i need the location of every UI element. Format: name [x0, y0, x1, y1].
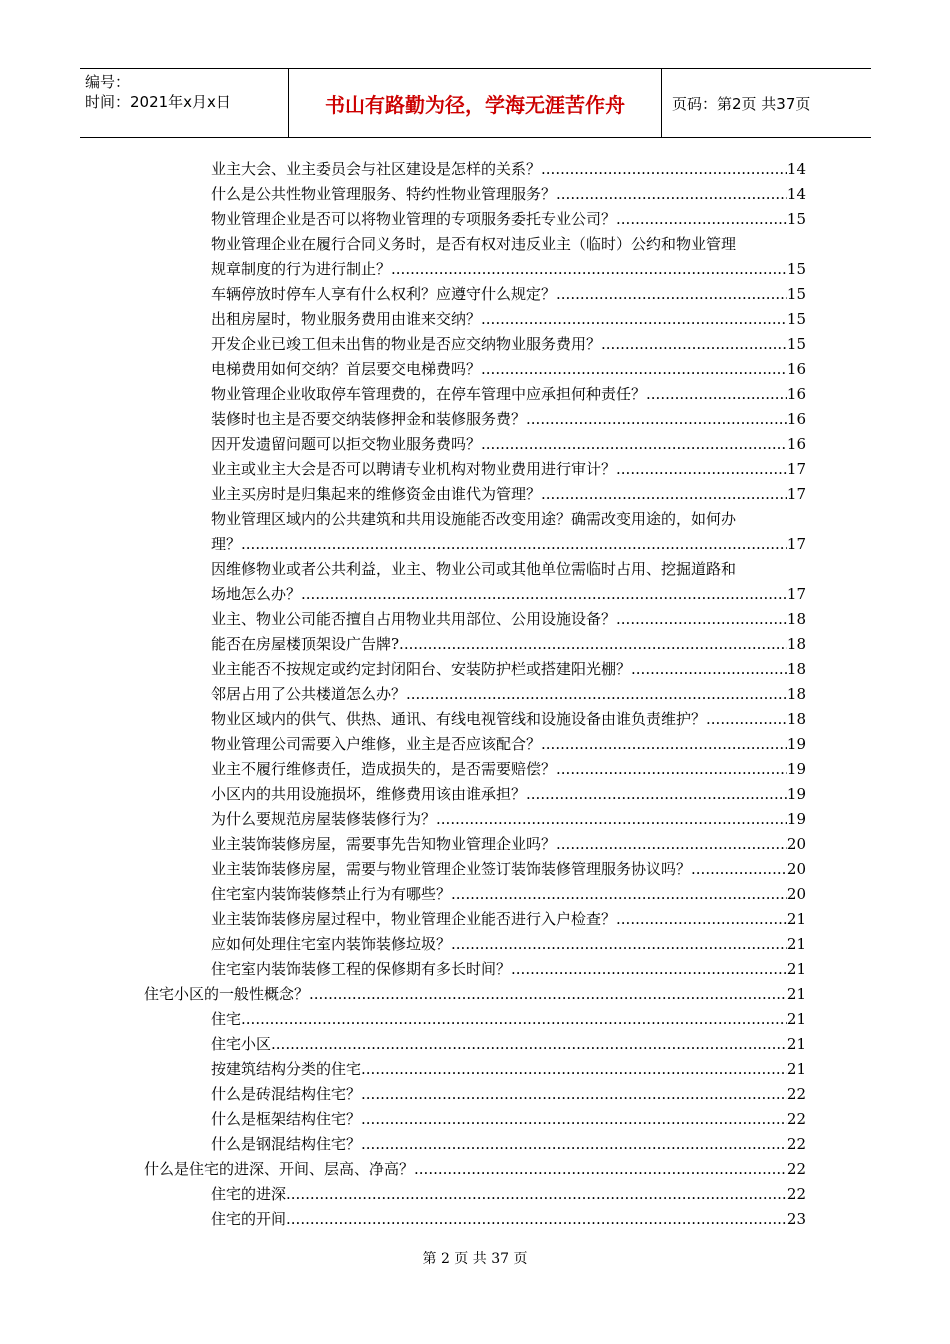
toc-entry-line [211, 1032, 806, 1057]
toc-entry-line [211, 882, 806, 907]
toc-page-number: 21 [786, 985, 806, 1003]
toc-entry-line [211, 832, 806, 857]
toc-page-number: 15 [786, 335, 806, 353]
toc-entry[interactable] [211, 1057, 806, 1082]
toc-page-number: 22 [786, 1085, 806, 1103]
toc-leader-dots [451, 882, 787, 907]
toc-page-number: 18 [786, 660, 806, 678]
toc-leader-dots [616, 457, 787, 482]
toc-entry[interactable] [211, 732, 806, 757]
toc-entry-line [211, 382, 806, 407]
toc-leader-dots [286, 1207, 787, 1232]
toc-entry[interactable] [211, 657, 806, 682]
toc-entry[interactable] [211, 482, 806, 507]
toc-leader-dots [436, 807, 787, 832]
toc-entry-line [211, 607, 806, 632]
toc-entry[interactable] [211, 157, 806, 182]
toc-entry-title: 车辆停放时停车人享有什么权利？应遵守什么规定？ [211, 285, 557, 303]
toc-entry-title: 业主、物业公司能否擅自占用物业共用部位、公用设施设备？ [211, 610, 617, 628]
toc-leader-dots [414, 1157, 787, 1182]
page-header [80, 68, 871, 138]
toc-entry[interactable] [211, 907, 806, 932]
toc-leader-dots [541, 157, 787, 182]
page-footer: 第 2 页 共 37 页 [422, 1251, 528, 1267]
toc-entry-title: 应如何处理住宅室内装饰装修垃圾？ [211, 935, 452, 953]
toc-page-number: 14 [786, 185, 806, 203]
toc-leader-dots [556, 182, 787, 207]
toc-entry-title: 为什么要规范房屋装修装修行为？ [211, 810, 437, 828]
toc-leader-dots [706, 707, 787, 732]
toc-entry[interactable] [211, 232, 806, 282]
toc-entry-title: 住宅室内装饰装修禁止行为有哪些？ [211, 885, 452, 903]
toc-entry[interactable] [211, 932, 806, 957]
toc-entry[interactable] [211, 557, 806, 607]
toc-page-number: 17 [786, 535, 806, 553]
toc-entry[interactable] [211, 782, 806, 807]
toc-page-number: 15 [786, 285, 806, 303]
toc-page-number: 21 [786, 1035, 806, 1053]
toc-leader-dots [361, 1107, 787, 1132]
toc-entry-title: 业主装饰装修房屋，需要事先告知物业管理企业吗？ [211, 835, 557, 853]
toc-entry-title: 物业管理区域内的公共建筑和共用设施能否改变用途？确需改变用途的，如何办 [211, 510, 737, 528]
toc-entry-line [211, 207, 806, 232]
toc-entry-line [211, 932, 806, 957]
toc-entry-line [211, 907, 806, 932]
toc-entry-line [211, 757, 806, 782]
toc-entry-line [211, 1057, 806, 1082]
toc-page-number: 18 [786, 710, 806, 728]
toc-page-number: 19 [786, 785, 806, 803]
toc-entry-line [211, 682, 806, 707]
toc-entry-line [211, 507, 806, 532]
toc-entry-title: 住宅 [211, 1010, 242, 1028]
toc-entry-line [211, 632, 806, 657]
toc-leader-dots [361, 1132, 787, 1157]
toc-page-number: 22 [786, 1110, 806, 1128]
toc-page-number: 20 [786, 860, 806, 878]
toc-page-number: 20 [786, 885, 806, 903]
toc-entry-line [211, 482, 806, 507]
toc-page-number: 16 [786, 435, 806, 453]
toc-entry[interactable] [211, 1007, 806, 1032]
toc-entry-title: 邻居占用了公共楼道怎么办？ [211, 685, 407, 703]
toc-page-number: 22 [786, 1185, 806, 1203]
toc-entry-title: 住宅的开间 [211, 1210, 287, 1228]
toc-page-number: 23 [786, 1210, 806, 1228]
toc-entry[interactable] [211, 307, 806, 332]
toc-leader-dots [631, 657, 787, 682]
toc-entry-title: 开发企业已竣工但未出售的物业是否应交纳物业服务费用？ [211, 335, 602, 353]
toc-entry-line [211, 707, 806, 732]
toc-entry-title: 住宅室内装饰装修工程的保修期有多长时间？ [211, 960, 512, 978]
toc-leader-dots [309, 982, 787, 1007]
toc-entry-line [211, 157, 806, 182]
toc-page-number: 20 [786, 835, 806, 853]
toc-entry-line [211, 257, 806, 282]
toc-entry-line [211, 407, 806, 432]
toc-entry-title: 什么是钢混结构住宅？ [211, 1135, 362, 1153]
document-time-label: 时间：2021年x月x日 [85, 93, 231, 111]
toc-leader-dots [541, 482, 787, 507]
toc-entry-line [211, 957, 806, 982]
toc-entry-title: 物业管理公司需要入户维修，业主是否应该配合？ [211, 735, 542, 753]
toc-leader-dots [646, 382, 787, 407]
toc-entry[interactable] [211, 857, 806, 882]
toc-leader-dots [481, 357, 787, 382]
toc-entry-title: 业主装饰装修房屋过程中，物业管理企业能否进行入户检查？ [211, 910, 617, 928]
toc-page-number: 21 [786, 1010, 806, 1028]
toc-entry[interactable] [211, 957, 806, 982]
toc-entry-line [211, 232, 806, 257]
toc-page-number: 16 [786, 385, 806, 403]
toc-entry-line [211, 282, 806, 307]
document-number-label: 编号： [85, 73, 131, 91]
toc-page-number: 14 [786, 160, 806, 178]
toc-entry[interactable] [211, 207, 806, 232]
toc-entry[interactable] [211, 1132, 806, 1157]
toc-entry-title: 住宅小区 [211, 1035, 272, 1053]
toc-entry-title: 因开发遗留问题可以拒交物业服务费吗？ [211, 435, 482, 453]
toc-page-number: 15 [786, 310, 806, 328]
toc-entry-title: 业主或业主大会是否可以聘请专业机构对物业费用进行审计？ [211, 460, 617, 478]
toc-entry[interactable] [211, 607, 806, 632]
toc-page-number: 19 [786, 735, 806, 753]
toc-entry[interactable] [211, 1082, 806, 1107]
toc-entry-title: 物业管理企业是否可以将物业管理的专项服务委托专业公司？ [211, 210, 617, 228]
toc-entry-line [211, 657, 806, 682]
toc-leader-dots [511, 957, 787, 982]
toc-page-number: 17 [786, 485, 806, 503]
toc-page-number: 22 [786, 1160, 806, 1178]
toc-entry-line [211, 357, 806, 382]
toc-page-number: 18 [786, 635, 806, 653]
toc-page-number: 21 [786, 935, 806, 953]
toc-leader-dots [556, 282, 787, 307]
toc-entry-line [211, 532, 806, 557]
toc-page-number: 15 [786, 260, 806, 278]
toc-entry-title: 场地怎么办？ [211, 585, 302, 603]
toc-leader-dots [241, 532, 787, 557]
header-meta [80, 69, 289, 137]
toc-entry[interactable] [211, 882, 806, 907]
toc-entry[interactable] [211, 1107, 806, 1132]
toc-entry-line [211, 782, 806, 807]
toc-entry-line [211, 732, 806, 757]
toc-leader-dots [271, 1032, 787, 1057]
toc-page-number: 18 [786, 685, 806, 703]
toc-entry-title: 业主装饰装修房屋，需要与物业管理企业签订装饰装修管理服务协议吗？ [211, 860, 692, 878]
toc-entry-title: 规章制度的行为进行制止？ [211, 260, 392, 278]
toc-entry[interactable] [144, 1157, 806, 1182]
toc-page-number: 15 [786, 210, 806, 228]
toc-entry-title: 什么是框架结构住宅？ [211, 1110, 362, 1128]
header-page-info: 页码：第2页 共37页 [672, 94, 811, 113]
toc-entry-title: 住宅的进深 [211, 1185, 287, 1203]
toc-entry-line [211, 1207, 806, 1232]
toc-entry[interactable] [211, 432, 806, 457]
toc-entry[interactable] [211, 682, 806, 707]
toc-entry-line [211, 582, 806, 607]
toc-page-number: 21 [786, 960, 806, 978]
toc-entry-line [211, 332, 806, 357]
toc-entry-line [211, 432, 806, 457]
toc-entry-line [211, 1007, 806, 1032]
toc-entry[interactable] [211, 757, 806, 782]
toc-entry-title: 住宅小区的一般性概念？ [144, 985, 310, 1003]
toc-entry[interactable] [211, 357, 806, 382]
toc-entry[interactable] [211, 182, 806, 207]
toc-page-number: 16 [786, 410, 806, 428]
toc-leader-dots [241, 1007, 787, 1032]
toc-page-number: 21 [786, 1060, 806, 1078]
toc-leader-dots [556, 757, 787, 782]
toc-entry-title: 业主能否不按规定或约定封闭阳台、安装防护栏或搭建阳光棚？ [211, 660, 632, 678]
toc-entry[interactable] [211, 632, 806, 657]
toc-entry-line [211, 1132, 806, 1157]
toc-leader-dots [481, 432, 787, 457]
toc-entry-title: 业主不履行维修责任，造成损失的，是否需要赔偿？ [211, 760, 557, 778]
toc-entry-title: 小区内的共用设施损坏，维修费用该由谁承担？ [211, 785, 527, 803]
toc-leader-dots [601, 332, 787, 357]
toc-entry[interactable] [211, 332, 806, 357]
toc-entry-line [211, 1082, 806, 1107]
toc-entry-title: 电梯费用如何交纳？首层要交电梯费吗？ [211, 360, 482, 378]
toc-entry-line [211, 182, 806, 207]
toc-entry-title: 理？ [211, 535, 242, 553]
toc-entry-line [211, 457, 806, 482]
toc-leader-dots [526, 407, 787, 432]
toc-leader-dots [406, 682, 787, 707]
toc-leader-dots [361, 1057, 787, 1082]
toc-entry-title: 业主大会、业主委员会与社区建设是怎样的关系？ [211, 160, 542, 178]
toc-entry-title: 物业区域内的供气、供热、通讯、有线电视管线和设施设备由谁负责维护？ [211, 710, 707, 728]
toc-page-number: 18 [786, 610, 806, 628]
toc-entry[interactable] [211, 1207, 806, 1232]
toc-leader-dots [541, 732, 787, 757]
toc-entry[interactable] [211, 382, 806, 407]
toc-entry-line [211, 307, 806, 332]
toc-leader-dots [301, 582, 787, 607]
toc-entry[interactable] [211, 282, 806, 307]
toc-entry-line [144, 982, 806, 1007]
toc-entry[interactable] [211, 407, 806, 432]
toc-entry[interactable] [211, 1182, 806, 1207]
toc-leader-dots [391, 257, 787, 282]
toc-entry[interactable] [211, 832, 806, 857]
toc-leader-dots [616, 207, 787, 232]
toc-leader-dots [556, 832, 787, 857]
toc-entry[interactable] [211, 1032, 806, 1057]
toc-entry[interactable] [211, 807, 806, 832]
toc-page-number: 19 [786, 810, 806, 828]
toc-leader-dots [399, 632, 787, 657]
toc-leader-dots [616, 907, 787, 932]
toc-entry-line [211, 1107, 806, 1132]
toc-page-number: 21 [786, 910, 806, 928]
toc-entry-title: 能否在房屋楼顶架设广告牌? [211, 635, 400, 653]
toc-leader-dots [286, 1182, 787, 1207]
toc-entry-title: 什么是住宅的进深、开间、层高、净高？ [144, 1160, 415, 1178]
toc-page-number: 16 [786, 360, 806, 378]
toc-entry-title: 物业管理企业收取停车管理费的，在停车管理中应承担何种责任？ [211, 385, 647, 403]
toc-page-number: 22 [786, 1135, 806, 1153]
toc-leader-dots [526, 782, 787, 807]
toc-entry-title: 物业管理企业在履行合同义务时，是否有权对违反业主（临时）公约和物业管理 [211, 235, 737, 253]
toc-leader-dots [691, 857, 787, 882]
toc-entry-title: 装修时也主是否要交纳装修押金和装修服务费？ [211, 410, 527, 428]
toc-entry-line [211, 857, 806, 882]
toc-leader-dots [361, 1082, 787, 1107]
toc-entry[interactable] [211, 457, 806, 482]
toc-leader-dots [451, 932, 787, 957]
header-motto: 书山有路勤为径，学海无涯苦作舟 [289, 69, 662, 137]
toc-leader-dots [481, 307, 787, 332]
toc-entry-title: 出租房屋时，物业服务费用由谁来交纳？ [211, 310, 482, 328]
toc-entry-title: 什么是砖混结构住宅？ [211, 1085, 362, 1103]
toc-page-number: 17 [786, 460, 806, 478]
toc-entry-line [144, 1157, 806, 1182]
toc-page-number: 17 [786, 585, 806, 603]
toc-entry-title: 按建筑结构分类的住宅 [211, 1060, 362, 1078]
toc-entry-title: 什么是公共性物业管理服务、特约性物业管理服务？ [211, 185, 557, 203]
toc-entry[interactable] [211, 507, 806, 557]
toc-entry-line [211, 807, 806, 832]
toc-entry[interactable] [144, 982, 806, 1007]
toc-leader-dots [616, 607, 787, 632]
toc-page-number: 19 [786, 760, 806, 778]
toc-entry-title: 因维修物业或者公共利益，业主、物业公司或其他单位需临时占用、挖掘道路和 [211, 560, 737, 578]
toc-entry-line [211, 1182, 806, 1207]
toc-entry-line [211, 557, 806, 582]
toc-entry[interactable] [211, 707, 806, 732]
toc-entry-title: 业主买房时是归集起来的维修资金由谁代为管理？ [211, 485, 542, 503]
